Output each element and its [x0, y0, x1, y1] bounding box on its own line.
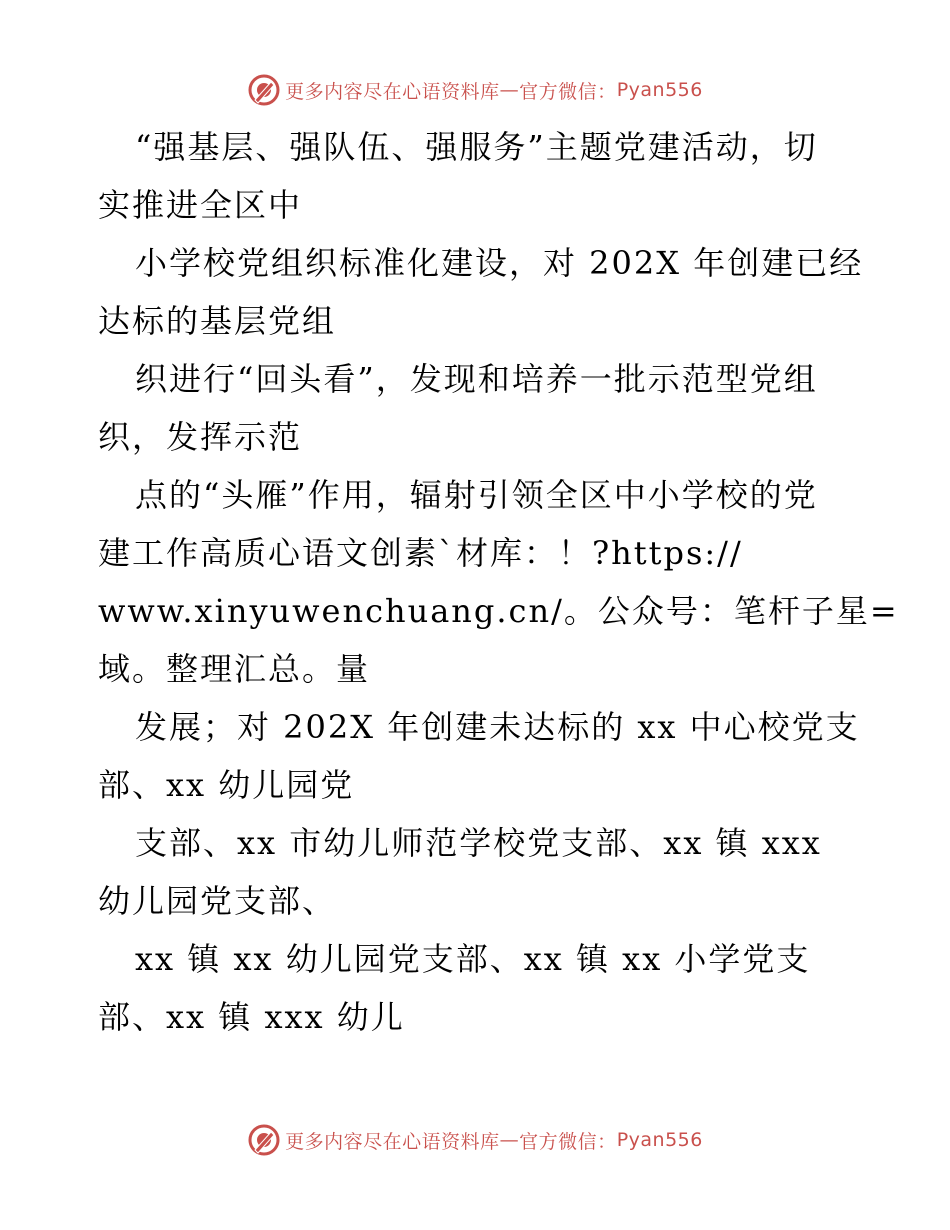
text-line: 部、xx 幼儿园党 [98, 766, 355, 804]
header-banner [0, 70, 950, 110]
banner-dash: — [499, 1129, 520, 1151]
text-line: 实推进全区中 [98, 186, 303, 224]
text-line: 域。整理汇总。量 [98, 650, 371, 688]
banner-wechat-id: Pyan556 [616, 1129, 703, 1151]
text-line: 建工作高质心语文创素`材库：！?https:// [98, 534, 743, 572]
footer-banner [0, 1120, 950, 1160]
pen-logo-icon [247, 73, 281, 107]
text-line: 幼儿园党支部、 [98, 882, 337, 920]
text-line: 发展；对 202X 年创建未达标的 xx 中心校党支 [135, 708, 860, 746]
banner-wechat-label: 官方微信： [519, 80, 617, 103]
banner-dash: — [499, 79, 520, 101]
banner-site-text: 更多内容尽在心语资料库 [285, 1130, 500, 1153]
text-line: “强基层、强队伍、强服务”主题党建活动，切 [135, 128, 818, 166]
banner-wechat-id: Pyan556 [616, 79, 703, 101]
text-line: 织，发挥示范 [98, 418, 303, 456]
text-line: xx 镇 xx 幼儿园党支部、xx 镇 xx 小学党支 [135, 940, 811, 978]
banner-site-text: 更多内容尽在心语资料库 [285, 80, 500, 103]
text-line: 达标的基层党组 [98, 302, 337, 340]
text-line: www.xinyuwenchuang.cn/。公众号：笔杆子星= [98, 592, 899, 630]
document-body [98, 118, 899, 1046]
text-line: 织进行“回头看”，发现和培养一批示范型党组 [135, 360, 818, 398]
text-line: 支部、xx 市幼儿师范学校党支部、xx 镇 xxx [135, 824, 822, 862]
text-line: 点的“头雁”作用，辐射引领全区中小学校的党 [135, 476, 818, 514]
text-line: 部、xx 镇 xxx 幼儿 [98, 998, 405, 1036]
pen-logo-icon [247, 1123, 281, 1157]
banner-wechat-label: 官方微信： [519, 1130, 617, 1153]
text-line: 小学校党组织标准化建设，对 202X 年创建已经 [135, 244, 864, 282]
